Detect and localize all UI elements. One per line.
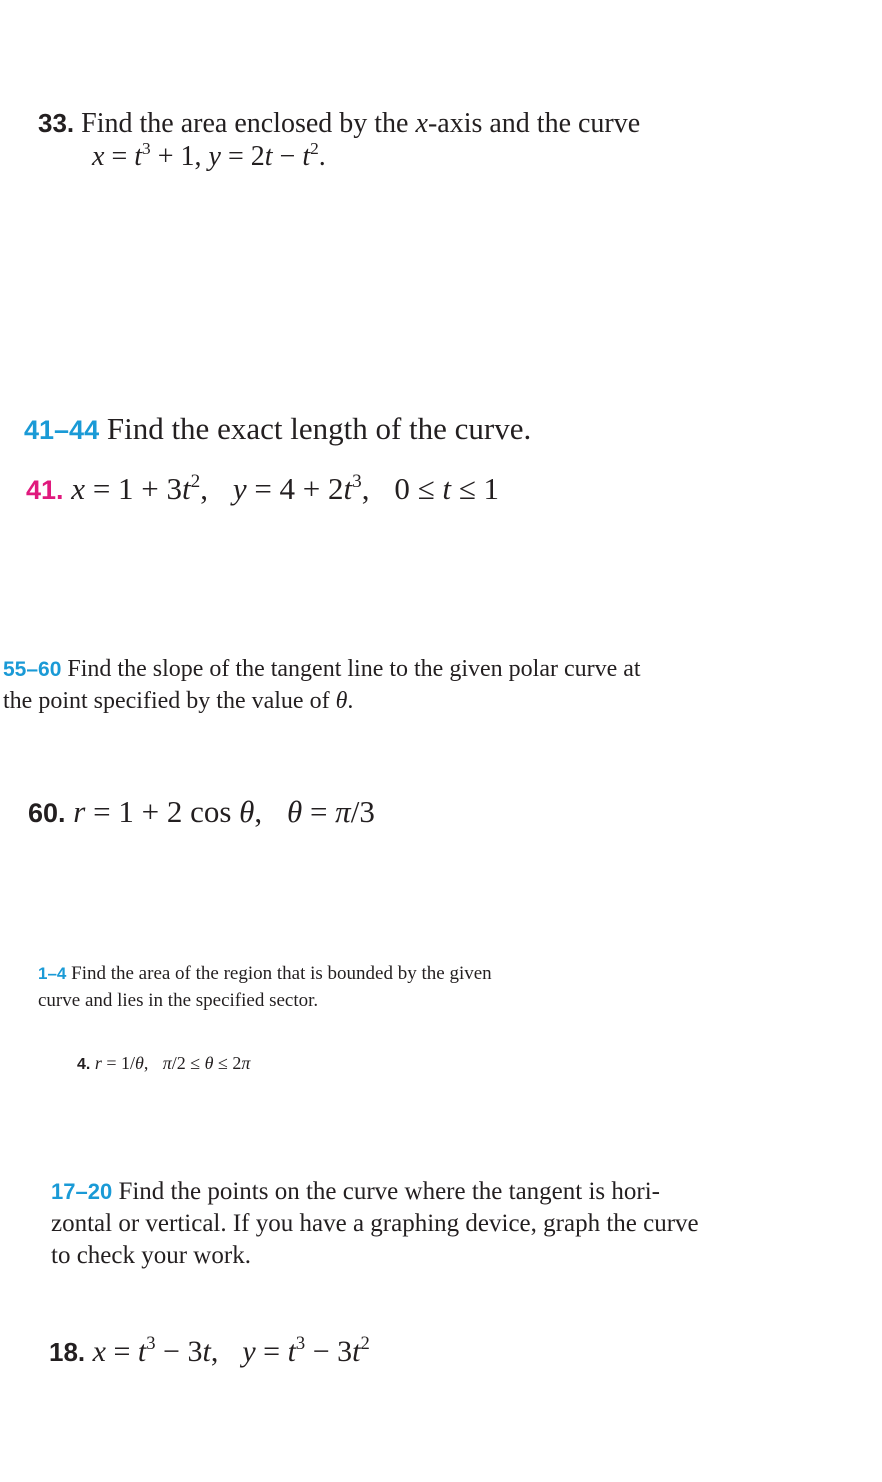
problem-41	[26, 471, 499, 508]
problem-60	[28, 794, 375, 831]
equation: $x = 1 + 3t^2$, $y = 4 + 2t^3$, 0 ≤ t ≤ 1	[71, 470, 499, 506]
equation: r = 1/θ, π/2 ≤ θ ≤ 2π	[94, 1053, 251, 1073]
equation: r = 1 + 2 cos θ, θ = π/3	[73, 794, 375, 829]
problem-number: 4.	[77, 1056, 91, 1073]
section-55-60-heading	[3, 653, 641, 686]
problem-33	[38, 106, 640, 141]
section-17-20-line-3: to check your work.	[51, 1242, 251, 1269]
problem-range: 55–60	[3, 658, 62, 681]
section-1-4-line-2: curve and lies in the specified sector.	[38, 990, 319, 1011]
section-1-4-heading	[38, 960, 492, 988]
section-55-60-line-2: the point specified by the value of θ.	[3, 688, 354, 714]
problem-range: 1–4	[38, 964, 67, 983]
section-17-20-heading	[51, 1176, 660, 1208]
problem-4	[77, 1050, 250, 1078]
problem-number: 41.	[26, 475, 64, 505]
problem-range: 17–20	[51, 1179, 113, 1204]
problem-18	[49, 1334, 370, 1370]
problem-number: 18.	[49, 1337, 86, 1367]
problem-33-equation: $x = t^3 + 1$, $y = 2t - t^2$.	[92, 138, 326, 172]
section-41-44-heading	[24, 411, 531, 448]
problem-number: 60.	[28, 798, 66, 828]
section-17-20-line-2: zontal or vertical. If you have a graphing device, graph the curve	[51, 1210, 699, 1237]
problem-number: 33.	[38, 108, 75, 138]
equation: $x = t^3 - 3t$, $y = t^3 - 3t^2$	[92, 1333, 370, 1368]
problem-text: Find the area enclosed by the x-axis and the curve	[81, 108, 641, 139]
problem-range: 41–44	[24, 415, 100, 445]
instruction-line-1: Find the points on the curve where the tangent is hori-	[118, 1178, 660, 1205]
instruction-line-1: Find the area of the region that is bounded by the given	[71, 963, 492, 984]
instruction-line-1: Find the slope of the tangent line to the given polar curve at	[67, 656, 641, 682]
instruction-text: Find the exact length of the curve.	[106, 411, 532, 446]
